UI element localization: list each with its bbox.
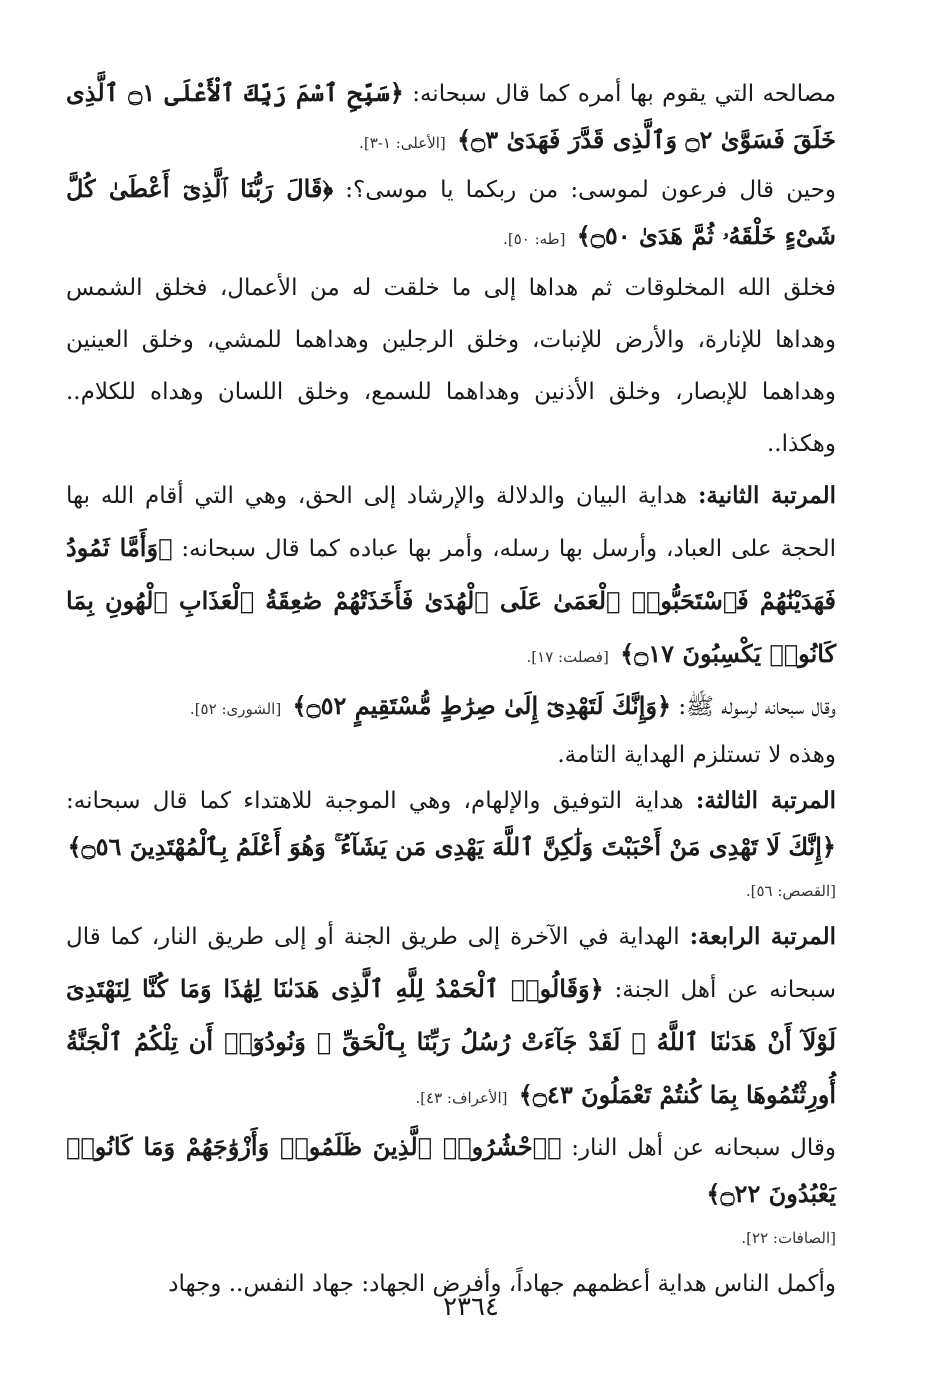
paragraph-1: [66, 70, 836, 166]
paragraph-intro: وحين قال فرعون لموسى: من ربكما يا موسى؟:: [345, 177, 837, 203]
verse-reference: [الشورى: ٥٢].: [189, 700, 282, 718]
quran-verse: ﴿وَأَمَّا ثَمُودُ فَهَدَيْنَٰهُمْ فَٱسْتَحَبُّوا۟ ٱلْعَمَىٰ عَلَى ٱلْهُدَىٰ فَأَخَذَتْهُمْ صَٰعِقَةُ ٱلْعَذَابِ ٱلْهُونِ بِمَا كَانُوا۟ يَكْسِبُونَ ۝١٧﴾: [66, 533, 836, 668]
verse-reference: [فصلت: ١٧].: [526, 648, 609, 666]
paragraph-intro: مصالحه التي يقوم بها أمره كما قال سبحانه:: [412, 81, 837, 107]
paragraph-4: [66, 470, 836, 683]
paragraph-intro: وقال سبحانه لرسوله ﷺ:: [678, 694, 836, 720]
paragraph-intro: هداية البيان والدلالة والإرشاد إلى الحق، وهي التي أقام الله بها الحجة على العباد، وأرسل بها رسله، وأمر بها عباده كما قال سبحانه:: [66, 483, 836, 562]
paragraph-8: [66, 911, 836, 1124]
paragraph-text: فخلق الله المخلوقات ثم هداها إلى ما خلقت له من الأعمال، فخلق الشمس وهداها للإنارة، والأرض للإنبات، وخلق الرجلين وهداهما للمشي، وخلق العينين وهداهما للإبصار، وخلق الأذنين وهداهما للسمع، وخلق اللسان وهداه للكلام.. وهكذا..: [66, 275, 836, 457]
quran-verse: ﴿قَالَ رَبُّنَا ٱلَّذِىٓ أَعْطَىٰ كُلَّ شَىْءٍ خَلْقَهُۥ ثُمَّ هَدَىٰ ۝٥٠﴾: [66, 174, 836, 250]
verse-reference: [الصافات: ٢٢].: [741, 1229, 836, 1247]
paragraph-text: وهذه لا تستلزم الهداية التامة.: [557, 742, 836, 768]
verse-reference: [القصص: ٥٦].: [745, 882, 836, 900]
paragraph-9: [66, 1124, 836, 1218]
paragraph-7: [66, 778, 836, 871]
paragraph-5: [66, 683, 836, 732]
paragraph-intro: الهداية في الآخرة إلى طريق الجنة أو إلى طريق النار، كما قال سبحانه عن أهل الجنة:: [66, 924, 836, 1003]
verse-reference: [الأعلى: ١-٣].: [359, 134, 446, 152]
quran-verse: ﴿وَقَالُوا۟ ٱلْحَمْدُ لِلَّهِ ٱلَّذِى هَدَىٰنَا لِهَٰذَا وَمَا كُنَّا لِنَهْتَدِىَ لَوْلَآ أَنْ هَدَىٰنَا ٱللَّهُ ۖ لَقَدْ جَآءَتْ رُسُلُ رَبِّنَا بِٱلْحَقِّ ۖ وَنُودُوٓا۟ أَن تِلْكُمُ ٱلْجَنَّةُ أُورِثْتُمُوهَا بِمَا كُنتُمْ تَعْمَلُونَ ۝٤٣﴾: [66, 974, 836, 1109]
verse-reference: [الأعراف: ٤٣].: [415, 1089, 508, 1107]
quran-verse: ﴿وَإِنَّكَ لَتَهْدِىٓ إِلَىٰ صِرَٰطٍ مُّسْتَقِيمٍ ۝٥٢﴾: [292, 691, 672, 720]
section-heading: المرتبة الثالثة:: [695, 787, 836, 814]
paragraph-2: [66, 166, 836, 262]
paragraph-6: [66, 732, 836, 778]
page-number: ٢٣٦٤: [443, 1292, 499, 1322]
verse-reference: [طه: ٥٠].: [503, 230, 566, 248]
quran-verse: ﴿إِنَّكَ لَا تَهْدِى مَنْ أَحْبَبْتَ وَلَٰكِنَّ ٱللَّهَ يَهْدِى مَن يَشَآءُ ۚ وَهُوَ أَعْلَمُ بِٱلْمُهْتَدِينَ ۝٥٦﴾: [67, 832, 836, 861]
section-heading: المرتبة الثانية:: [697, 482, 837, 509]
section-heading: المرتبة الرابعة:: [689, 923, 836, 950]
paragraph-intro: وقال سبحانه عن أهل النار:: [571, 1135, 836, 1161]
quran-verse: ﴿ٱحْشُرُوا۟ ٱلَّذِينَ ظَلَمُوا۟ وَأَزْوَٰجَهُمْ وَمَا كَانُوا۟ يَعْبُدُونَ ۝٢٢﴾: [66, 1132, 836, 1208]
paragraph-3: [66, 262, 836, 470]
quran-verse: ﴿سَبِّحِ ٱسْمَ رَبِّكَ ٱلْأَعْلَى ۝١ ٱلَّذِى خَلَقَ فَسَوَّىٰ ۝٢ وَٱلَّذِى قَدَّرَ فَهَدَىٰ ۝٣﴾: [66, 78, 836, 154]
page-body: [66, 70, 836, 1310]
paragraph-intro: هداية التوفيق والإلهام، وهي الموجبة للاهتداء كما قال سبحانه:: [66, 788, 684, 814]
paragraph-text: وأكمل الناس هداية أعظمهم جهاداً، وأفرض الجهاد: جهاد النفس.. وجهاد: [168, 1271, 836, 1297]
